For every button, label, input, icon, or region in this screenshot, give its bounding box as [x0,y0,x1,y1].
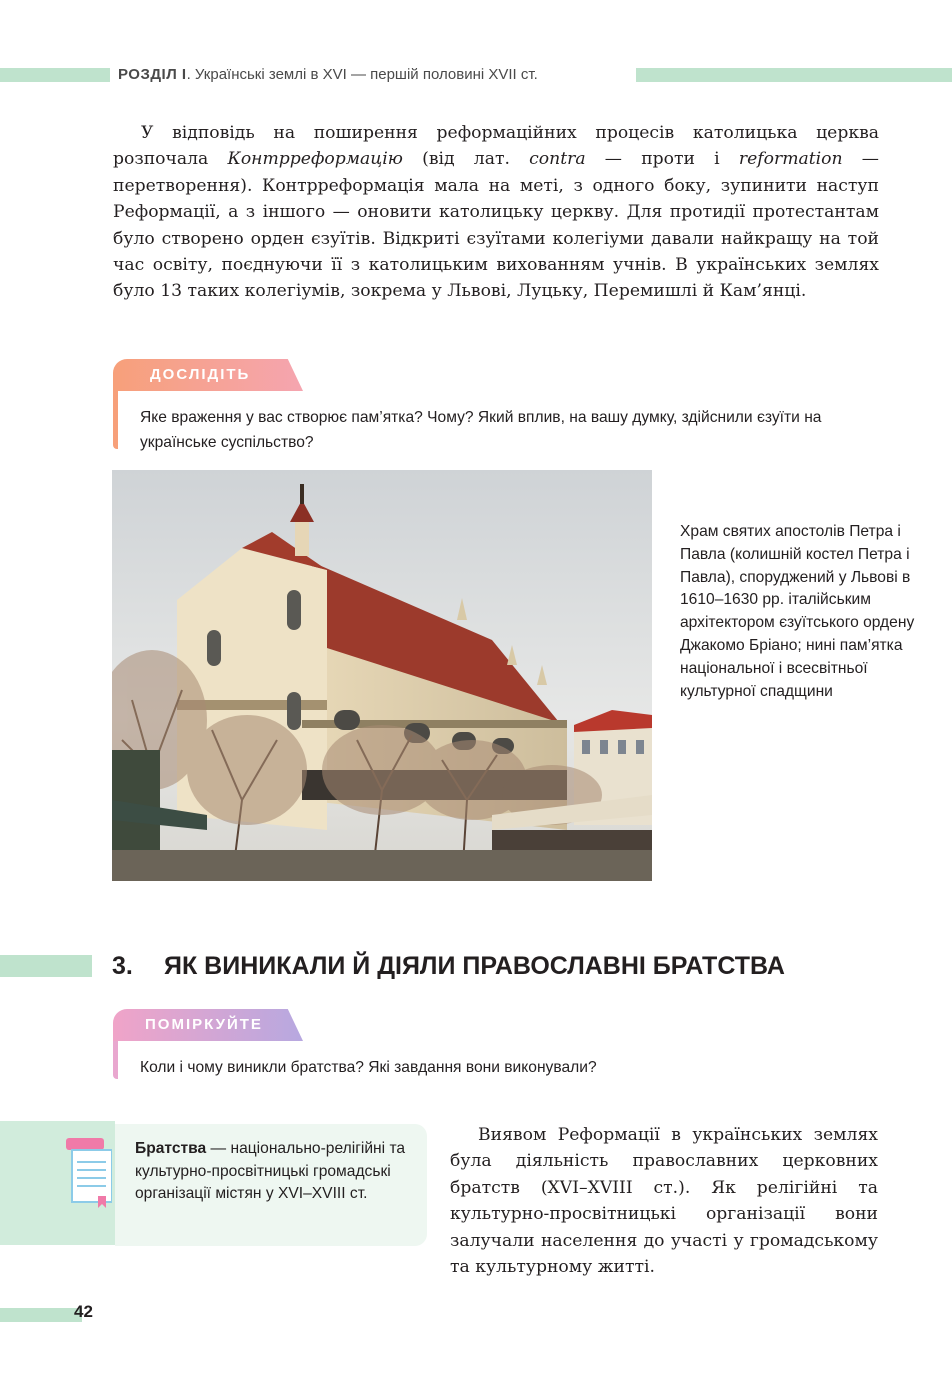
church-photo [112,470,652,881]
research-tab-label: ДОСЛІДІТЬ [150,366,251,383]
section-heading [112,952,785,981]
section-title: . Українські землі в XVI — першій половині XVII ст. [186,66,538,83]
research-side-line [113,391,118,449]
definition-body: — національно-релігійні та культурно-просвітницькі громадські організації містян у XVI–XVIII ст. [135,1140,406,1202]
think-side-line [113,1041,118,1079]
photo-caption: Храм святих апостолів Петра і Павла (колишній костел Петра і Павла), споруджений у Львові в 1610–1630 рр. італійським архітектором єзуїтського ордену Джакомо Бріано; нині пам’ятка національної і всесвітньої культурної спадщини [680,523,915,700]
section-title-text: ЯК ВИНИКАЛИ Й ДІЯЛИ ПРАВОСЛАВНІ БРАТСТВА [164,952,785,980]
definition-text [135,1138,425,1206]
research-question: Яке враження у вас створює пам’ятка? Чому? Який вплив, на вашу думку, здійснили єзуїти на українське суспільство? [140,409,822,451]
footer-decor-bar [0,1308,82,1322]
page-number: 42 [74,1302,93,1321]
header-decor-bar-right [636,68,952,82]
section-decor-bar [0,955,92,977]
closing-paragraph: Виявом Реформації в українських землях була діяльність православних церковних братств (XVI–XVIII ст.). Як релігійні та культурно-просвітницькі організації вони залучали населення до участі у громадському та культурному житті. [450,1125,878,1278]
definition-term: Братства [135,1140,207,1157]
section-number: 3. [112,952,133,980]
term-counterreformation: Контрреформацію [227,149,403,170]
term-reformation: reformation [738,149,843,170]
running-header [118,66,538,83]
think-tab-label: ПОМІРКУЙТЕ [145,1016,263,1033]
section-label: РОЗДІЛ І [118,66,187,83]
term-contra: contra [529,149,586,170]
intro-paragraph: У відповідь на поширення реформаційних процесів католицька церква розпочала Контрреформацію (від лат. contra — проти і reformation — перетворення). Контрреформація мала на меті, з одного боку, зупинити наступ Реформації, а з іншого — оновити католицьку церкву. Для протидії протестантам було створено орден єзуїтів. Відкриті єзуїтами колегіуми давали найкращу на той час освіту, поєднуючи її з католицьким вихованням учнів. В українських землях було 13 таких колегіумів, зокрема у Львові, Луцьку, Перемишлі й Кам’янці. [113,123,879,302]
notes-icon [62,1134,112,1214]
header-decor-bar-left [0,68,110,82]
think-question: Коли і чому виникли братства? Які завдання вони виконували? [140,1059,597,1076]
